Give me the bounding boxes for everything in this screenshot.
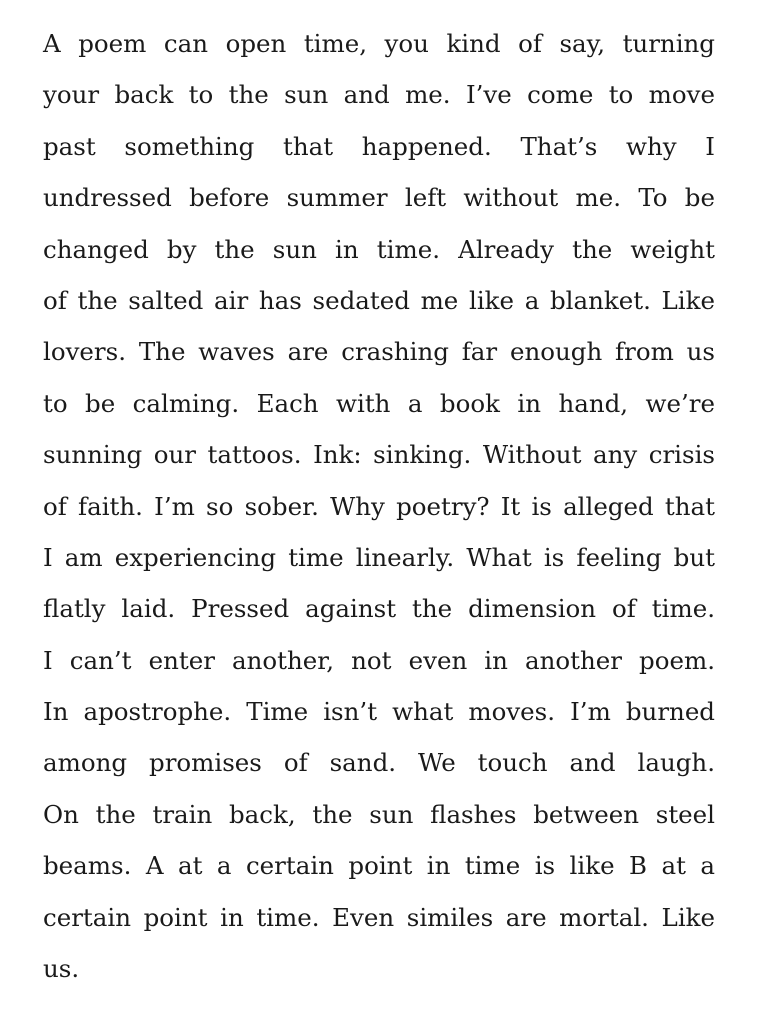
poem-line: A poem can open time, you kind of say, turning <box>43 29 715 58</box>
poem-line: among promises of sand. We touch and laugh. <box>43 748 715 778</box>
poem-line: sunning our tattoos. Ink: sinking. Without any crisis <box>43 440 715 470</box>
poem-line: past something that happened. That’s why I <box>43 131 715 161</box>
poem-line: your back to the sun and me. I’ve come to move <box>43 80 715 110</box>
poem-line: flatly laid. Pressed against the dimension of time. <box>43 594 715 624</box>
poem-line: I am experiencing time linearly. What is feeling but <box>43 542 715 572</box>
poem-line: certain point in time. Even similes are mortal. Like <box>43 902 715 932</box>
poem-line: In apostrophe. Time isn’t what moves. I’m burned <box>43 697 715 727</box>
poem-line: us. <box>43 954 80 984</box>
poem-line: undressed before summer left without me. To be <box>43 183 715 213</box>
poem-line: of the salted air has sedated me like a blanket. Like <box>43 285 715 315</box>
poem-line: of faith. I’m so sober. Why poetry? It is alleged that <box>43 491 715 521</box>
poem-text <box>43 24 715 1000</box>
poem-line: beams. A at a certain point in time is like B at a <box>43 851 715 881</box>
poem-line: I can’t enter another, not even in another poem. <box>43 645 715 675</box>
poem-line: lovers. The waves are crashing far enough from us <box>43 337 715 367</box>
poem-line: changed by the sun in time. Already the weight <box>43 234 715 264</box>
poem-line: to be calming. Each with a book in hand, we’re <box>43 388 715 418</box>
poem-line: On the train back, the sun flashes between steel <box>43 799 715 829</box>
